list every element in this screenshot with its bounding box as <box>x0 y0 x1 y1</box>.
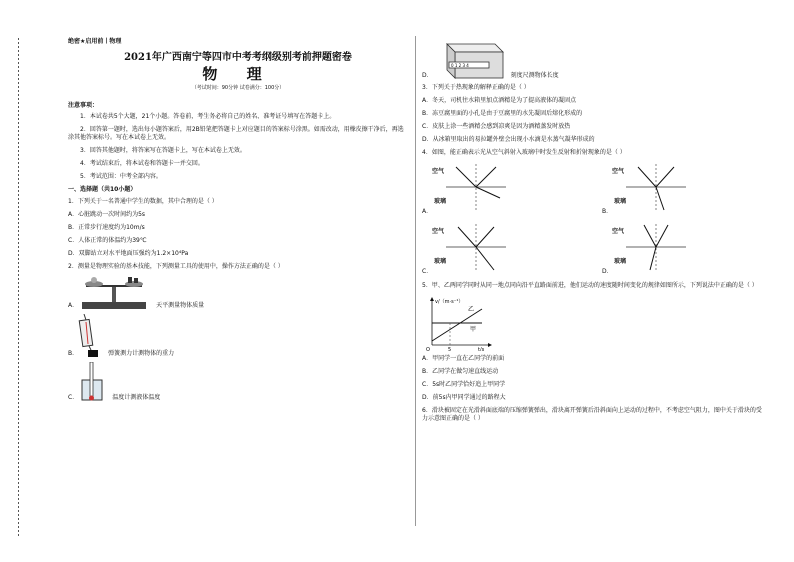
question-2-stem: 2．测量是物理实验的基本技能，下列测量工具的使用中，操作方法正确的是（ ） <box>68 263 284 270</box>
balance-scale-image <box>78 276 150 310</box>
spring-scale-image <box>78 314 102 358</box>
q5-option-d: D．前5s内甲同学通过的路程大 <box>422 394 506 401</box>
q5-option-b: B．乙同学在做匀速直线运动 <box>422 368 499 375</box>
air-label: 空气 <box>432 228 445 235</box>
exam-meta: （考试时间：90分钟 试卷满分：100分） <box>191 85 285 91</box>
secret-label: 绝密★启用前丨物理 <box>68 38 122 45</box>
glass-label: 玻璃 <box>434 198 447 205</box>
air-label: 空气 <box>432 168 445 175</box>
q4-diagram-grid <box>422 162 762 276</box>
question-5-stem: 5．甲、乙两同学同时从同一地点同向沿平直路面前进，他们运动的速度随时间变化的规律如图所示，下列说法中正确的是（ ） <box>422 282 758 289</box>
refraction-diagram-a <box>436 162 506 212</box>
question-6-stem: 6．滑块被固定在光滑斜面底端的压缩弹簧弹出，滑块离开弹簧后沿斜面向上运动的过程中，不考虑空气阻力，图中关于滑块的受力示意图正确的是（ ） <box>422 407 762 422</box>
velocity-time-graph <box>422 295 492 351</box>
graph-x-tick: 5 <box>448 347 452 351</box>
binding-dashed-line <box>18 38 19 538</box>
q2-option-c-caption: 温度计测液体温度 <box>112 394 161 401</box>
graph-series-jia: 甲 <box>470 326 477 333</box>
q3-option-a: A．冬天，司机往水箱里加点酒精是为了提高液体的凝固点 <box>422 97 577 104</box>
option-label: B． <box>68 350 79 357</box>
note-item: 5．考试范围：中考全部内容。 <box>80 173 162 180</box>
q2-option-c <box>68 362 408 402</box>
thermometer-beaker-image <box>78 362 106 402</box>
option-label: A． <box>422 208 433 215</box>
q5-option-a: A．甲同学一直在乙同学的前面 <box>422 355 505 362</box>
q3-option-b: B．冻豆腐里面的小孔是由于豆腐里的水先凝固后熔化形成的 <box>422 110 583 117</box>
ruler-block-image <box>433 40 505 80</box>
q4-option-b <box>602 162 762 216</box>
glass-label: 玻璃 <box>434 258 447 265</box>
graph-origin: O <box>426 347 430 351</box>
question-4-stem: 4．如图，能正确表示光从空气斜射入玻璃中时发生反射和折射现象的是（ ） <box>422 149 626 156</box>
option-label: D． <box>602 268 613 275</box>
graph-ylabel: v/（m·s⁻¹） <box>435 299 464 305</box>
q3-option-d: D．从冰箱里取出的易拉罐外壁会出现小水滴是水蒸气凝华形成的 <box>422 136 595 143</box>
section-heading: 一、选择题（共10小题） <box>68 186 137 193</box>
option-label: B． <box>602 208 613 215</box>
notes-heading: 注意事项： <box>68 102 99 109</box>
note-item: 1．本试卷共5个大题，21个小题。答卷前，考生务必将自己的姓名、准考证号填写在答题卡上。 <box>80 113 336 120</box>
air-label: 空气 <box>612 168 625 175</box>
glass-label: 玻璃 <box>614 258 627 265</box>
q1-option-b: B．正常步行速度约为10m/s <box>68 224 145 231</box>
graph-series-yi: 乙 <box>468 306 475 313</box>
q2-option-b-caption: 弹簧测力计测物体的重力 <box>108 350 175 357</box>
option-label: A． <box>68 302 79 309</box>
q1-option-d: D．双脚站立对水平地面压强约为1.2×10⁴Pa <box>68 250 189 257</box>
svg-text:0 1 2 3 4: 0 1 2 3 4 <box>450 63 469 68</box>
column-divider <box>415 36 416 526</box>
question-1-stem: 1．下列关于一名普通中学生的数据，其中合理的是（ ） <box>68 198 218 205</box>
refraction-diagram-c <box>436 222 506 272</box>
air-label: 空气 <box>612 228 625 235</box>
note-item: 4．考试结束后，将本试卷和答题卡一并交回。 <box>80 160 204 167</box>
q5-graph <box>422 295 762 351</box>
q4-option-a <box>422 162 582 216</box>
refraction-diagram-d <box>616 222 686 272</box>
q2-option-b <box>68 314 408 358</box>
q4-option-c <box>422 222 582 276</box>
subject-title: 物 理 <box>202 65 274 83</box>
q2-option-a-caption: 天平测量物体质量 <box>156 302 205 309</box>
option-label: C． <box>68 394 79 401</box>
right-column <box>422 38 762 428</box>
exam-title: 2021年广西南宁等四市中考考纲级别考前押题密卷 <box>124 52 352 63</box>
q1-option-a: A．心脏跳动一次时间约为5s <box>68 211 146 218</box>
q2-option-d <box>422 40 762 80</box>
note-item: 2．回答第一题时，选出每小题答案后，用2B铅笔把答题卡上对应题目的答案标号涂黑。如需改动，用橡皮擦干净后，再选涂其他答案标号。写在本试卷上无效。 <box>68 126 404 141</box>
option-label: C． <box>422 268 433 275</box>
note-item: 3．回答其他题时，将答案写在答题卡上，写在本试卷上无效。 <box>80 147 246 154</box>
q4-option-d <box>602 222 762 276</box>
refraction-diagram-b <box>616 162 686 212</box>
q3-option-c: C．皮肤上涂一些酒精会感到凉爽是因为酒精蒸发时放热 <box>422 123 571 130</box>
q1-option-c: C．人体正常的体温约为39℃ <box>68 237 147 244</box>
q2-option-a <box>68 276 408 310</box>
option-label: D． <box>422 72 433 79</box>
q5-option-c: C．5s时乙同学恰好追上甲同学 <box>422 381 506 388</box>
left-column <box>68 38 408 406</box>
q2-option-d-caption: 刻度尺测物体长度 <box>510 72 559 79</box>
graph-xlabel: t/s <box>478 347 485 351</box>
question-3-stem: 3．下列关于热现象的解释正确的是（ ） <box>422 84 530 91</box>
glass-label: 玻璃 <box>614 198 627 205</box>
